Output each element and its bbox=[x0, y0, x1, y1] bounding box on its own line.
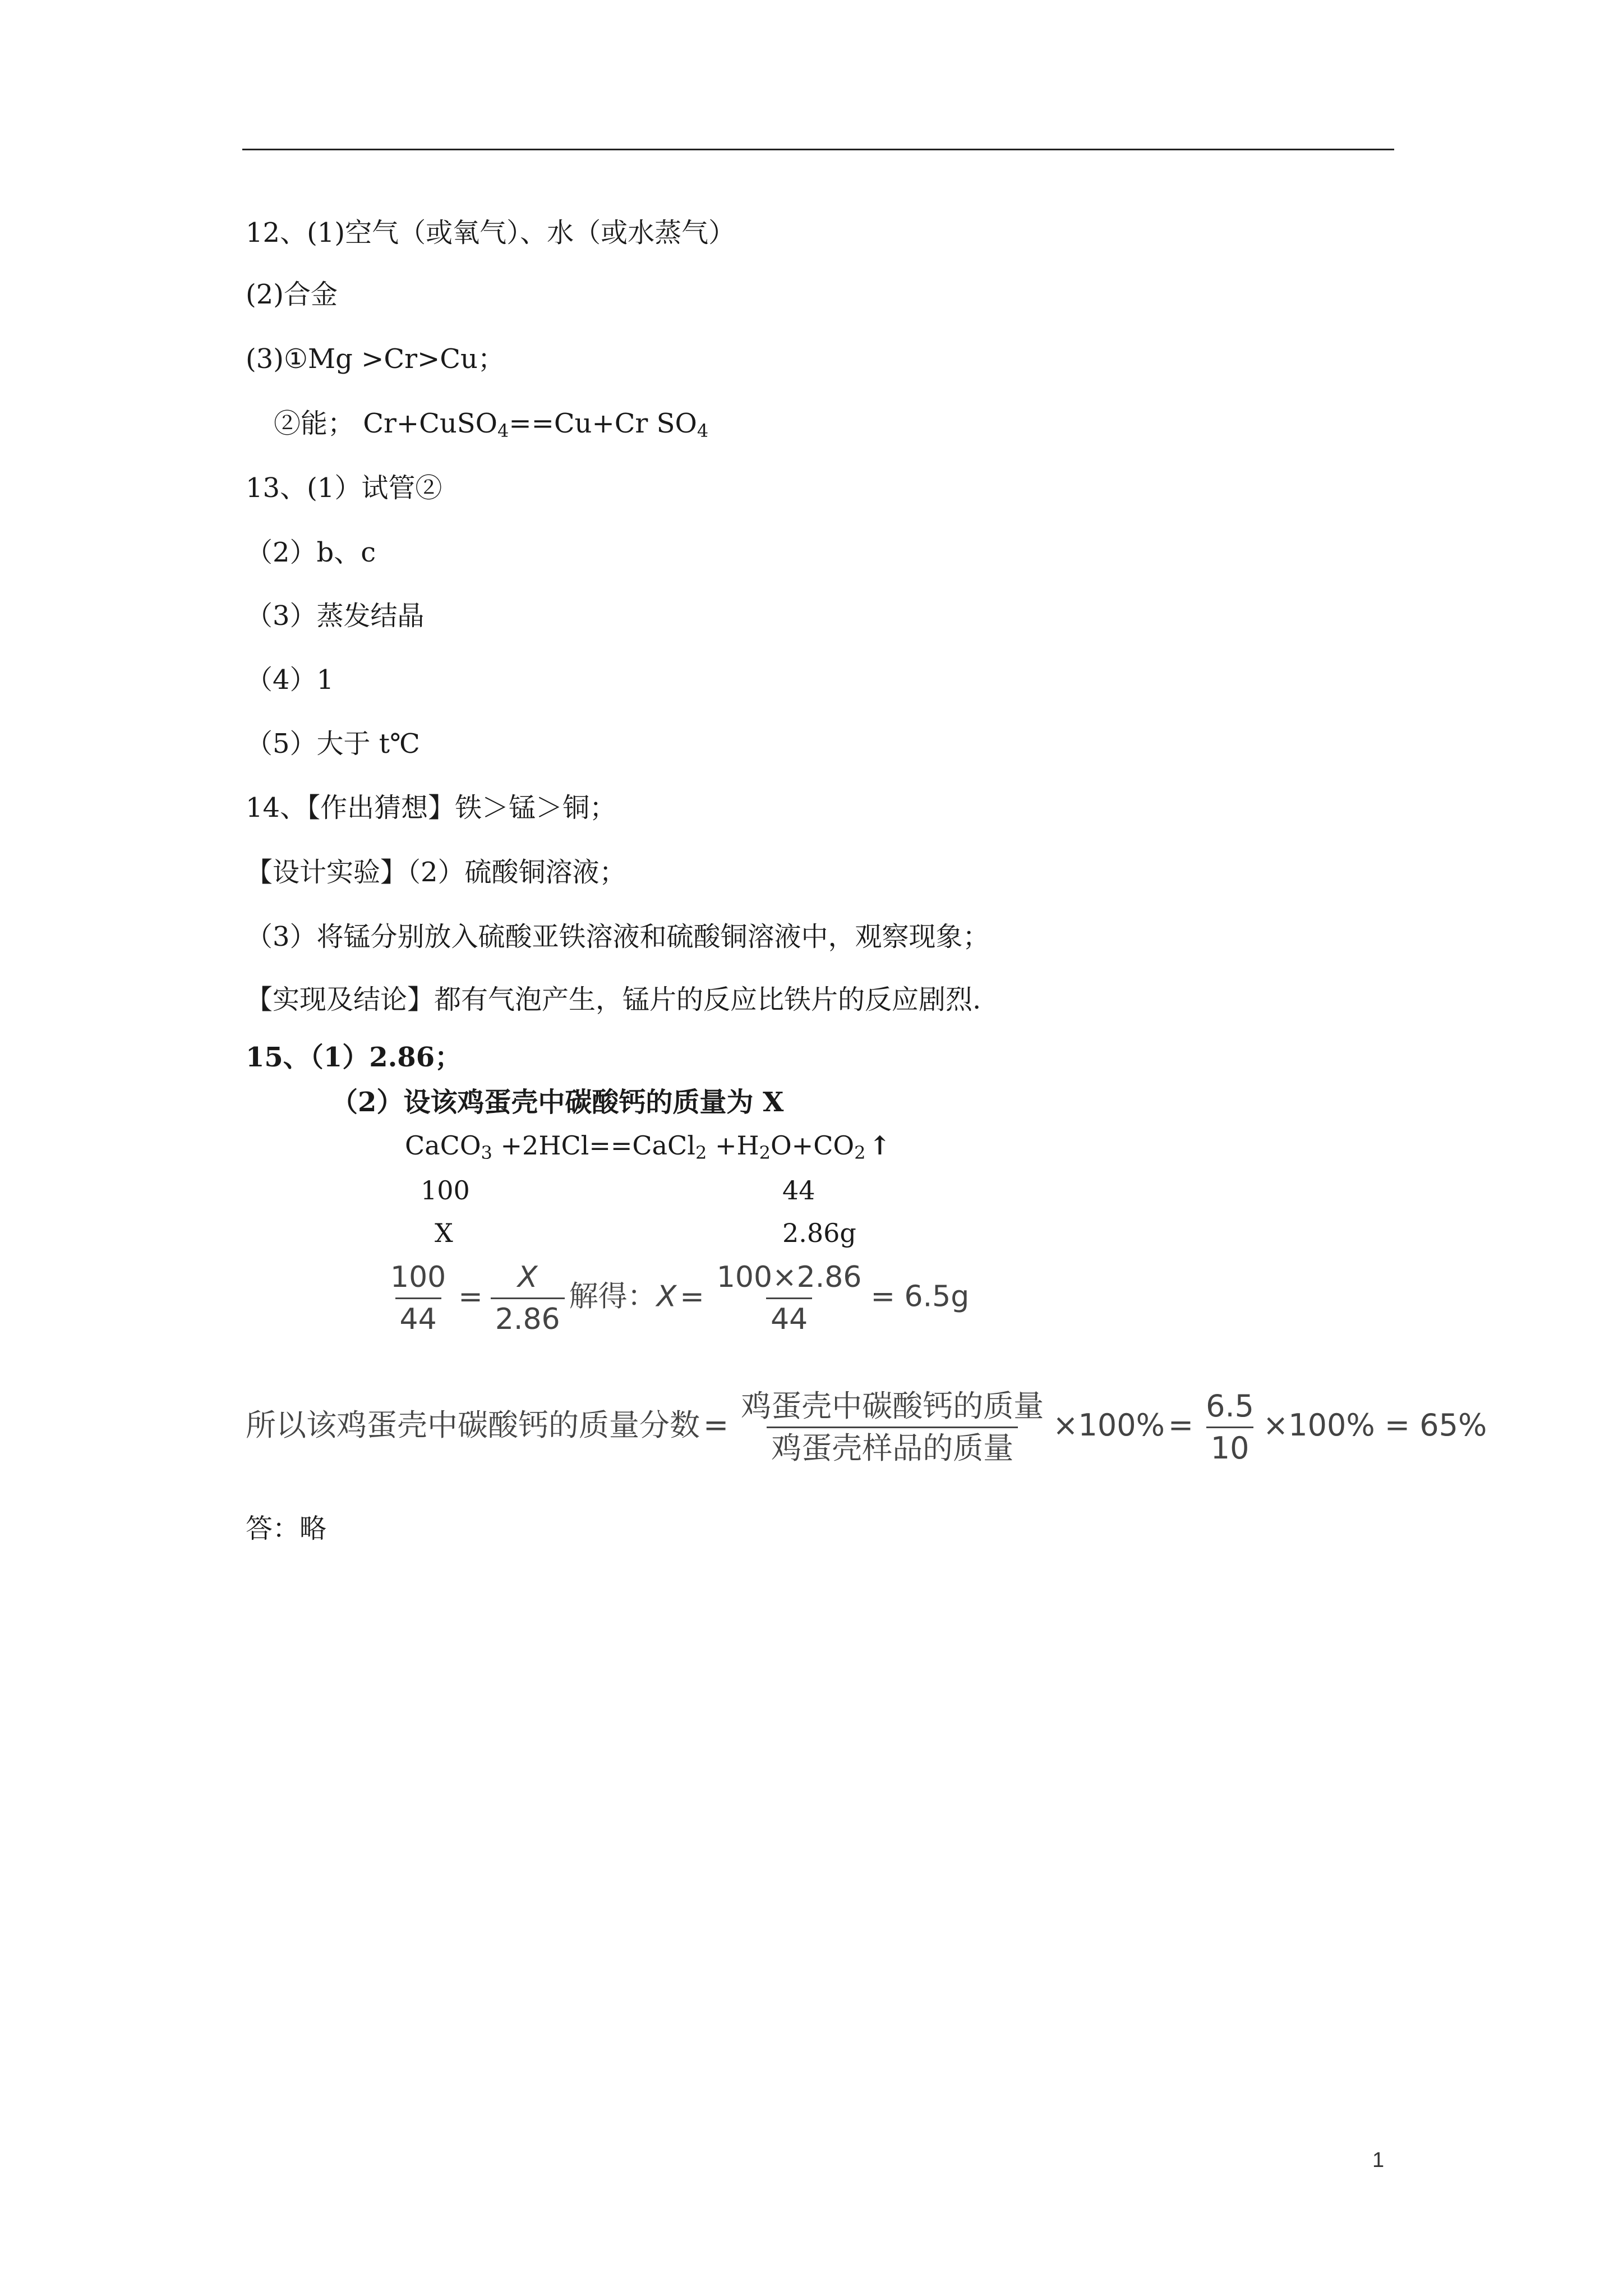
solve-label: 解得： bbox=[569, 1280, 657, 1314]
equals-sign-4: = bbox=[1168, 1407, 1194, 1443]
fraction-100-44 bbox=[386, 1259, 450, 1337]
q14-line-1: 14、【作出猜想】铁＞锰＞铜； bbox=[246, 792, 617, 823]
eq-sub-4: 2 bbox=[854, 1142, 866, 1163]
frac3-den: 44 bbox=[766, 1297, 812, 1337]
frac2-num: X bbox=[517, 1260, 538, 1294]
eq-part-1: CaCO bbox=[405, 1130, 481, 1161]
eq-sub-3: 2 bbox=[759, 1142, 771, 1163]
equals-sign: = bbox=[458, 1280, 483, 1314]
equals-sign-3: = bbox=[703, 1407, 729, 1443]
q12-line-2: (2)合金 bbox=[246, 279, 338, 310]
pct-num2: 6.5 bbox=[1206, 1388, 1255, 1424]
fraction-words bbox=[736, 1388, 1048, 1466]
result-mass: = 6.5g bbox=[870, 1280, 970, 1314]
q13-line-5: （5）大于 t℃ bbox=[246, 728, 420, 760]
fraction-solution bbox=[712, 1259, 866, 1337]
equals-sign-2: = bbox=[680, 1280, 704, 1314]
q13-line-4: （4）1 bbox=[246, 664, 334, 696]
mass-right: 2.86g bbox=[782, 1218, 856, 1248]
pct-den2: 10 bbox=[1206, 1427, 1254, 1466]
q13-line-1: 13、(1）试管② bbox=[246, 472, 442, 504]
page-number: 1 bbox=[1372, 2148, 1385, 2172]
q14-line-3: （3）将锰分别放入硫酸亚铁溶液和硫酸铜溶液中，观察现象； bbox=[246, 921, 990, 953]
eq-part-3: +H bbox=[707, 1130, 759, 1161]
pct-den: 鸡蛋壳样品的质量 bbox=[767, 1427, 1018, 1466]
q12-line-4-sub1: 4 bbox=[497, 420, 509, 441]
pct-times: ×100% bbox=[1053, 1407, 1165, 1443]
eq-part-4: O+CO bbox=[770, 1130, 855, 1161]
q12-line-1: 12、(1)空气（或氧气）、水（或水蒸气） bbox=[246, 217, 736, 249]
proportion-equation bbox=[381, 1259, 969, 1337]
q12-line-4-mid: ==Cu+Cr SO bbox=[509, 408, 697, 439]
mass-left: X bbox=[435, 1218, 453, 1248]
frac2-den: 2.86 bbox=[491, 1297, 565, 1337]
header-rule bbox=[242, 149, 1394, 150]
eq-sub-1: 3 bbox=[481, 1142, 492, 1163]
gas-arrow-icon: ↑ bbox=[869, 1130, 891, 1161]
q14-line-4: 【实现及结论】都有气泡产生，锰片的反应比铁片的反应剧烈. bbox=[246, 984, 981, 1015]
answer-line: 答：略 bbox=[246, 1513, 327, 1544]
q12-line-4 bbox=[274, 407, 708, 440]
pct-label: 所以该鸡蛋壳中碳酸钙的质量分数 bbox=[246, 1407, 700, 1443]
solve-var: X bbox=[656, 1280, 677, 1314]
frac1-den: 44 bbox=[395, 1297, 441, 1337]
fraction-x-286 bbox=[491, 1259, 565, 1337]
eq-part-2: +2HCl==CaCl bbox=[492, 1130, 695, 1161]
q13-line-3: （3）蒸发结晶 bbox=[246, 600, 425, 632]
q12-line-4-pre: ②能； Cr+CuSO bbox=[274, 408, 498, 439]
molar-mass-left: 100 bbox=[421, 1175, 470, 1205]
frac1-num: 100 bbox=[390, 1260, 446, 1294]
q14-line-2: 【设计实验】（2）硫酸铜溶液； bbox=[246, 857, 626, 888]
pct-num: 鸡蛋壳中碳酸钙的质量 bbox=[741, 1388, 1044, 1424]
fraction-65-10 bbox=[1201, 1388, 1258, 1466]
chemical-equation bbox=[405, 1129, 891, 1162]
eq-sub-2: 2 bbox=[695, 1142, 707, 1163]
molar-mass-right: 44 bbox=[782, 1175, 815, 1205]
q15-line-2: （2）设该鸡蛋壳中碳酸钙的质量为 X bbox=[331, 1087, 784, 1118]
q12-line-3: (3)①Mg >Cr>Cu； bbox=[246, 343, 505, 375]
q13-line-2: （2）b、c bbox=[246, 537, 376, 568]
q15-line-1: 15、（1）2.86； bbox=[246, 1042, 462, 1073]
percentage-equation bbox=[246, 1388, 1487, 1466]
frac3-num: 100×2.86 bbox=[716, 1260, 862, 1294]
pct-result: ×100% = 65% bbox=[1263, 1407, 1487, 1443]
q12-line-4-sub2: 4 bbox=[697, 420, 709, 441]
